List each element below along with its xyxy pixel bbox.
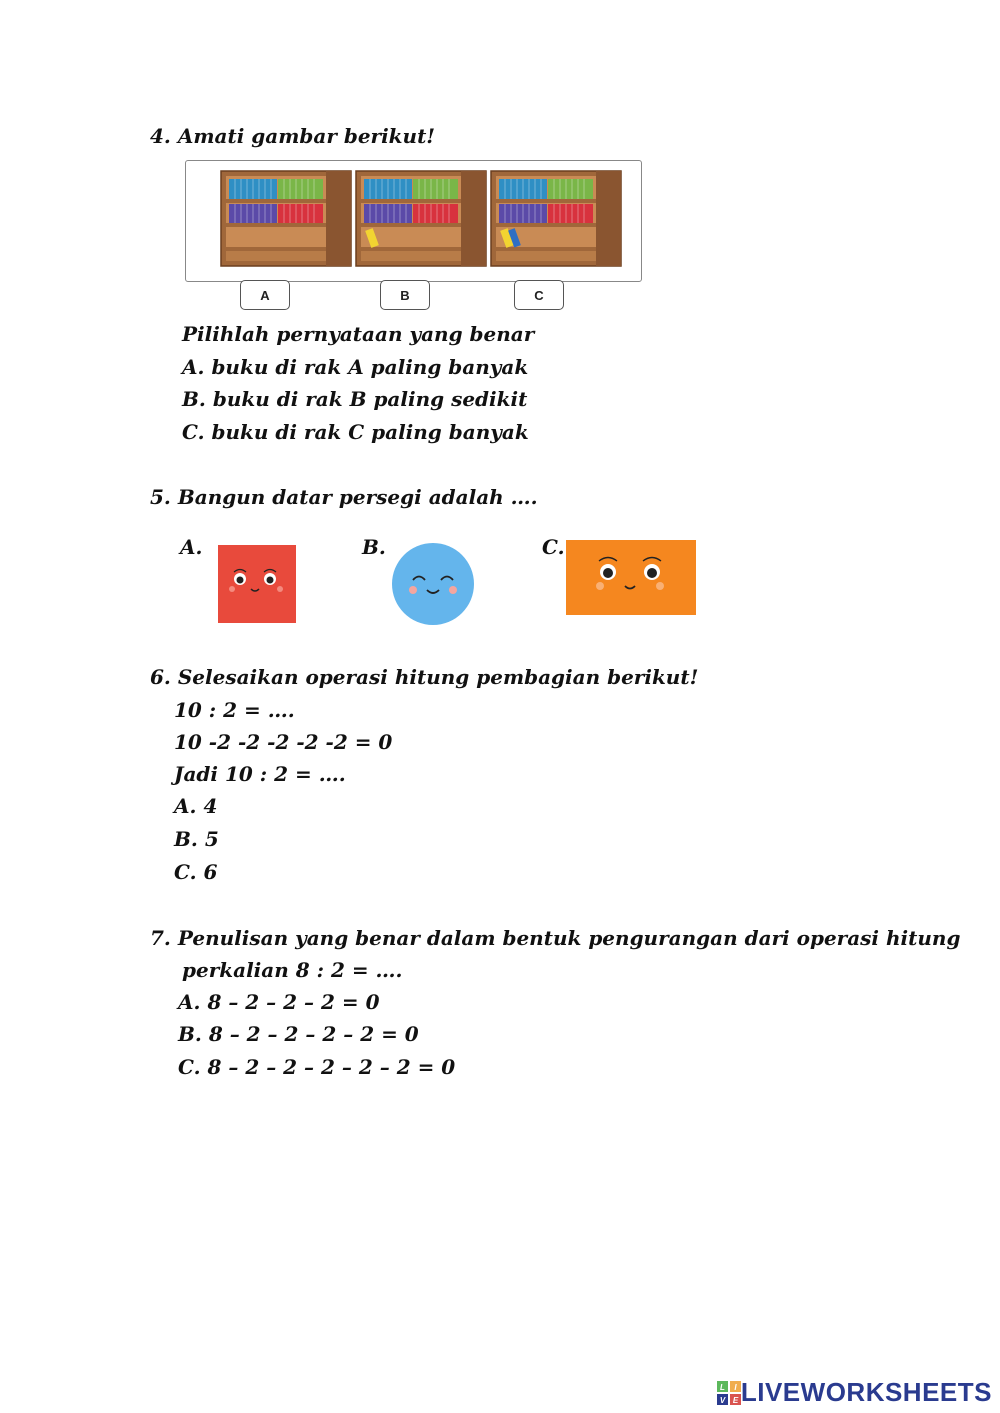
bookshelf-a: [221, 171, 351, 266]
liveworksheets-logo-text: LIVEWORKSHEETS: [740, 1377, 992, 1407]
logo-letter-e: E: [732, 1395, 739, 1405]
q6-option-a[interactable]: A. 4: [174, 794, 218, 818]
logo-letter-l: L: [719, 1382, 725, 1392]
q5-title: 5. Bangun datar persegi adalah ….: [150, 485, 538, 509]
shelf-label-c: C: [514, 280, 564, 310]
q6-title: 6. Selesaikan operasi hitung pembagian berikut!: [150, 665, 699, 689]
q5-option-c-letter[interactable]: C.: [542, 535, 565, 559]
q7-option-c[interactable]: C. 8 – 2 – 2 – 2 – 2 – 2 = 0: [178, 1055, 456, 1079]
bookshelf-c: [491, 171, 621, 266]
q4-option-c[interactable]: C. buku di rak C paling banyak: [182, 420, 529, 444]
q4-option-b[interactable]: B. buku di rak B paling sedikit: [182, 387, 528, 411]
q6-line-3: Jadi 10 : 2 = ….: [174, 762, 346, 786]
q7-option-b[interactable]: B. 8 – 2 – 2 – 2 – 2 = 0: [178, 1022, 419, 1046]
shelf-label-b: B: [380, 280, 430, 310]
shelf-label-a: A: [240, 280, 290, 310]
rectangle-face-shape[interactable]: [566, 540, 696, 615]
q6-line-2: 10 -2 -2 -2 -2 -2 = 0: [174, 730, 393, 754]
q5-option-b-letter[interactable]: B.: [362, 535, 386, 559]
q6-option-c[interactable]: C. 6: [174, 860, 218, 884]
q6-option-b[interactable]: B. 5: [174, 827, 219, 851]
q7-title: 7. Penulisan yang benar dalam bentuk pengurangan dari operasi hitung: [150, 926, 961, 950]
circle-face-shape[interactable]: [391, 542, 475, 626]
q4-option-a[interactable]: A. buku di rak A paling banyak: [182, 355, 529, 379]
q4-title: 4. Amati gambar berikut!: [150, 124, 436, 148]
square-face-shape[interactable]: [218, 545, 296, 623]
q7-option-a[interactable]: A. 8 – 2 – 2 – 2 = 0: [178, 990, 380, 1014]
bookshelf-b: [356, 171, 486, 266]
liveworksheets-logo-icon: [717, 1381, 741, 1405]
q4-prompt: Pilihlah pernyataan yang benar: [182, 322, 535, 346]
logo-letter-i: I: [734, 1382, 737, 1392]
q6-line-1: 10 : 2 = ….: [174, 698, 295, 722]
bookshelves-illustration: [186, 161, 641, 281]
bookshelf-image-frame: [185, 160, 642, 282]
q5-option-a-letter[interactable]: A.: [180, 535, 203, 559]
logo-letter-v: V: [719, 1395, 726, 1405]
liveworksheets-logo[interactable]: [717, 1377, 992, 1408]
q7-title-line2: perkalian 8 : 2 = ….: [182, 958, 403, 982]
